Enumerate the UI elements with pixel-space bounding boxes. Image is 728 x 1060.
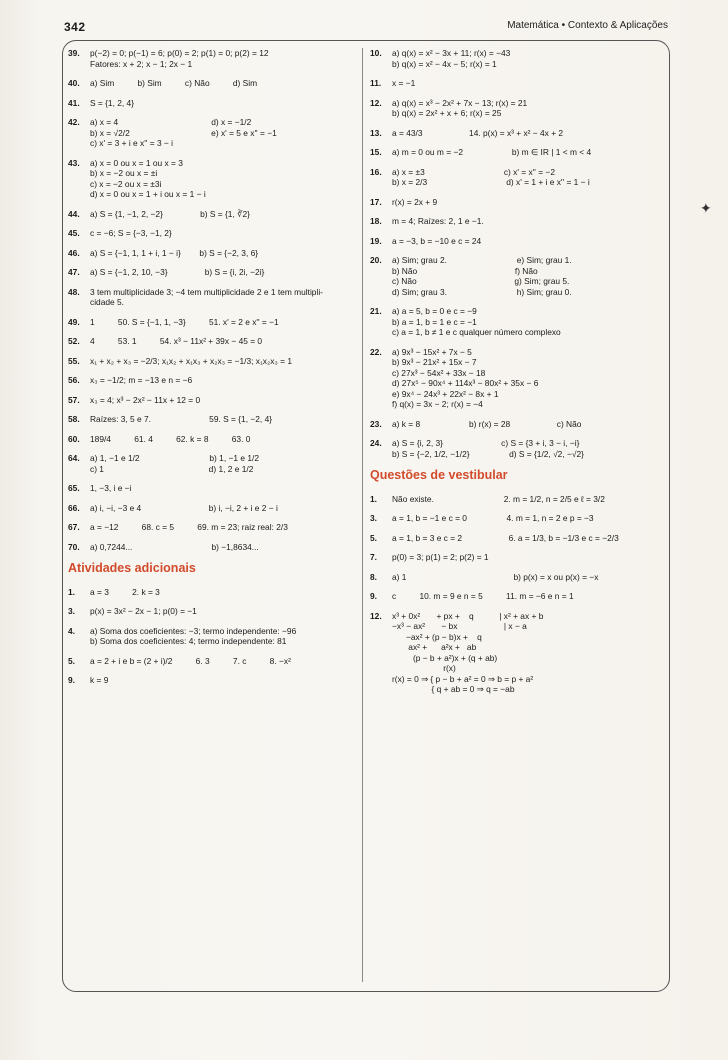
answer-line [68,434,356,445]
answer-text: a = 1, b = −1 e c = 0 4. m = 1, n = 2 e p = −3 [392,513,594,524]
answer-line [370,48,662,59]
answer-text: b) q(x) = x² − 4x − 5; r(x) = 1 [392,58,497,69]
answer-line [68,78,356,89]
answer-line [370,642,662,653]
column-divider [362,48,363,982]
answer-text: 3 tem multiplicidade 3; −4 tem multiplicidade 2 e 1 tem multipli- [90,286,323,297]
answer-line [68,287,356,298]
answer-line [370,513,662,524]
item-number: 40. [68,78,80,88]
answer-text: Raízes: 3, 5 e 7. 59. S = {1, −2, 4} [90,414,273,424]
answer-text: a) x = ±3 c) x' = x'' = −2 [392,166,555,177]
atividades-adicionais-heading: Atividades adicionais [68,561,196,575]
item-number: 19. [370,235,382,246]
answer-text: a) k = 8 b) r(x) = 28 c) Não [392,418,582,429]
answer-line [68,138,356,149]
answer-line [68,336,356,347]
answer-line [68,414,356,425]
answer-line [68,542,356,553]
answer-text: a) 1, −1 e 1/2 b) 1, −1 e 1/2 [90,453,259,463]
answer-text: d) 27x⁵ − 90x⁴ + 114x³ − 80x² + 35x − 6 [392,378,539,388]
answer-line [370,347,662,358]
answer-text: a = 43/3 14. p(x) = x³ + x² − 4x + 2 [392,127,564,138]
answer-line [68,656,356,667]
answer-line [68,158,356,169]
item-number: 58. [68,414,80,424]
item-number: 56. [68,375,80,385]
item-number: 22. [370,346,382,357]
answer-item [68,98,356,109]
answer-item [68,675,356,686]
answer-item [68,483,356,494]
item-number: 3. [370,513,377,524]
item-number: 20. [370,255,382,265]
answer-line [68,228,356,239]
item-number: 4. [68,625,75,636]
answer-text: m = 4; Raízes: 2, 1 e −1. [392,216,484,226]
answer-item [68,48,356,69]
answer-item [370,438,662,459]
answer-line [68,503,356,514]
answer-text: d) x = 0 ou x = 1 + i ou x = 1 − i [90,189,206,199]
answer-line [370,78,662,89]
answer-line [370,108,662,119]
answer-item [370,591,662,602]
answer-text: x = −1 [392,78,416,88]
answer-item [68,336,356,347]
answer-line [370,216,662,227]
answer-line [370,327,662,338]
answer-text: a) S = {1, −1, 2, −2} b) S = {1, ∛2} [90,208,250,219]
answer-line [68,522,356,533]
answer-text: p(−2) = 0; p(−1) = 6; p(0) = 2; p(1) = 0; p(2) = 12 [90,48,269,58]
answer-text: r(x) = 2x + 9 [392,196,438,207]
answer-text: a) q(x) = x³ − 2x² + 7x − 13; r(x) = 21 [392,97,528,108]
answer-text: a) x = 0 ou x = 1 ou x = 3 [90,157,183,168]
item-number: 18. [370,216,382,226]
answer-text: k = 9 [90,675,109,686]
answer-line [370,399,662,410]
answer-text: 189/4 61. 4 62. k = 8 63. 0 [90,433,251,444]
answer-item [370,347,662,410]
answer-text: p(0) = 3; p(1) = 2; p(2) = 1 [392,552,489,563]
item-number: 7. [370,552,377,563]
answer-line [68,453,356,464]
answer-text: a) S = {−1, 1, 1 + i, 1 − i} b) S = {−2, 3, 6} [90,247,259,258]
answer-item [68,317,356,328]
answer-text: a = −12 68. c = 5 69. m = 23; raiz real: 2/3 [90,522,288,532]
answer-text: b) 9x³ − 21x² + 15x − 7 [392,357,477,367]
item-number: 65. [68,483,80,493]
answer-text: b) S = {−2, 1/2, −1/2} d) S = {1/2, √2, −√2} [392,448,584,459]
item-number: 10. [370,48,382,58]
answer-line [68,356,356,367]
margin-mark: ✦ [700,200,712,216]
answer-text: 4 53. 1 54. x³ − 11x² + 39x − 45 = 0 [90,336,263,346]
answer-line [370,533,662,544]
answer-line [370,632,662,643]
answer-text: a) Soma dos coeficientes: −3; termo independente: −96 [90,625,297,636]
answer-text: a) x = 4 d) x = −1/2 [90,117,252,127]
item-number: 67. [68,522,80,532]
item-number: 57. [68,394,80,405]
item-number: 46. [68,247,80,258]
answer-item [370,98,662,119]
answer-text: p(x) = 3x² − 2x − 1; p(0) = −1 [90,606,197,617]
answer-line [68,375,356,386]
answer-line [370,419,662,430]
answer-item [68,78,356,89]
answer-item [68,287,356,308]
answer-text: a) a = 5, b = 0 e c = −9 [392,306,477,316]
answer-item [68,117,356,149]
answer-text: c = −6; S = {−3, −1, 2} [90,228,172,238]
item-number: 1. [370,493,377,504]
answer-line [370,197,662,208]
page-number: 342 [64,20,86,34]
answer-text: c) x' = 3 + i e x'' = 3 − i [90,138,174,148]
item-number: 9. [68,675,75,686]
answer-item [370,128,662,139]
answer-line [68,636,356,647]
answer-line [68,59,356,70]
answer-line [68,587,356,598]
answer-item [370,533,662,544]
answer-text: a) m = 0 ou m = −2 b) m ∈ IR | 1 < m < 4 [392,147,592,157]
answer-text: a) i, −i, −3 e 4 b) i, −i, 2 + i e 2 − i [90,502,278,513]
item-number: 11. [370,78,382,88]
answer-item [68,248,356,259]
answer-item [68,228,356,239]
item-number: 41. [68,97,80,108]
answer-item [68,522,356,533]
item-number: 16. [370,166,382,177]
answer-line [68,189,356,200]
answer-text: S = {1, 2, 4} [90,97,135,108]
answer-line [68,117,356,128]
answer-text: b) a = 1, b = 1 e c = −1 [392,316,477,327]
answer-item [68,158,356,200]
answer-line [370,572,662,583]
answer-text: a) Sim; grau 2. e) Sim; grau 1. [392,255,572,265]
answer-text: b) Soma dos coeficientes: 4; termo independente: 81 [90,636,287,647]
answer-text: c) 27x³ − 54x² + 33x − 18 [392,367,486,378]
answer-text: a = 3 2. k = 3 [90,586,160,597]
item-number: 45. [68,228,80,238]
answer-line [68,606,356,617]
answer-item [370,216,662,227]
item-number: 42. [68,117,80,127]
answer-item [68,414,356,425]
item-number: 12. [370,97,382,108]
answer-text: a) 1 b) p(x) = x ou p(x) = −x [392,571,599,582]
answer-line [370,653,662,664]
answer-text: −ax² + (p − b)x + q [392,631,482,642]
answer-text: ax² + a²x + ab [392,642,477,653]
answer-line [370,438,662,449]
answer-text: x³ + 0x² + px + q | x² + ax + b [392,610,544,621]
answer-line [370,255,662,266]
item-number: 24. [370,438,382,448]
answer-item [68,453,356,474]
answer-text: a) 0,7244... b) −1,8634... [90,541,259,552]
answer-line [68,626,356,637]
answer-line [68,464,356,475]
answer-line [68,128,356,139]
answer-item [68,656,356,667]
answer-item [68,267,356,278]
answer-item [68,503,356,514]
answer-item [370,78,662,89]
answer-line [370,494,662,505]
answer-item [68,542,356,553]
answer-line [370,128,662,139]
answer-line [68,209,356,220]
answer-text: a = 2 + i e b = (2 + i)/2 6. 3 7. c 8. −x² [90,655,291,666]
answer-item [370,197,662,208]
answer-line [370,147,662,158]
answer-item [68,356,356,367]
answer-text: 1, −3, i e −i [90,483,132,493]
answer-line [370,177,662,188]
answer-line [370,378,662,389]
answer-item [68,434,356,445]
answer-line [370,59,662,70]
item-number: 13. [370,127,382,138]
answer-item [68,626,356,647]
answer-text: a) S = {i, 2, 3} c) S = {3 + i, 3 − i, −i} [392,438,580,448]
answer-item [370,552,662,563]
answer-item [68,395,356,406]
answer-line [68,98,356,109]
answer-item [370,419,662,430]
answer-text: a) q(x) = x² − 3x + 11; r(x) = −43 [392,48,511,58]
answer-item [68,606,356,617]
answer-text: a = 1, b = 3 e c = 2 6. a = 1/3, b = −1/3 e c = −2/3 [392,532,619,543]
answer-line [68,675,356,686]
answer-text: x₃ = 4; x³ − 2x² − 11x + 12 = 0 [90,394,201,405]
left-column [68,48,356,695]
answer-item [370,572,662,583]
answer-line [68,168,356,179]
answer-line [370,449,662,460]
answer-text: d) Sim; grau 3. h) Sim; grau 0. [392,286,572,297]
answer-item [370,147,662,158]
item-number: 23. [370,418,382,429]
answer-line [370,591,662,602]
item-number: 43. [68,157,80,168]
item-number: 12. [370,610,382,621]
answer-item [370,513,662,524]
answer-text: c 10. m = 9 e n = 5 11. m = −6 e n = 1 [392,591,574,602]
item-number: 17. [370,196,382,207]
answer-line [68,317,356,328]
answer-text: r(x) = 0 ⇒ { p − b + a² = 0 ⇒ b = p + a² [392,673,534,684]
answer-item [370,611,662,695]
answer-item [370,48,662,69]
answer-item [370,167,662,188]
answer-text: c) 1 d) 1, 2 e 1/2 [90,463,254,474]
item-number: 9. [370,591,377,602]
item-number: 1. [68,586,75,597]
answer-text: b) q(x) = 2x² + x + 6; r(x) = 25 [392,108,502,118]
answer-line [370,236,662,247]
answer-text: b) x = −2 ou x = ±i [90,168,158,178]
answer-text: Fatores: x + 2; x − 1; 2x − 1 [90,58,193,69]
answer-line [370,611,662,622]
answer-text: (p − b + a²)x + (q + ab) [392,652,498,663]
item-number: 48. [68,286,80,297]
item-number: 39. [68,48,80,58]
item-number: 49. [68,316,80,327]
answer-text: a) Sim b) Sim c) Não d) Sim [90,78,258,88]
answer-line [68,267,356,278]
answer-item [370,236,662,247]
answer-line [370,317,662,328]
answer-line [68,483,356,494]
answer-text: −x³ − ax² − bx | x − a [392,621,527,632]
item-number: 70. [68,541,80,552]
item-number: 44. [68,208,80,219]
answer-text: a = −3, b = −10 e c = 24 [392,235,482,246]
answer-text: x₁ + x₂ + x₃ = −2/3; x₁x₂ + x₁x₃ + x₂x₃ = −1/3; x₁x₂x₃ = 1 [90,355,293,366]
answer-text: cidade 5. [90,297,124,307]
answer-text: b) Não f) Não [392,265,538,276]
answer-line [370,621,662,632]
item-number: 15. [370,147,382,157]
answer-line [370,357,662,368]
answer-text: c) x = −2 ou x = ±3i [90,178,162,189]
item-number: 55. [68,355,80,366]
answer-text: { q + ab = 0 ⇒ q = −ab [392,684,515,695]
item-number: 5. [370,532,377,543]
answer-line [68,297,356,308]
answer-line [370,98,662,109]
answer-text: r(x) [392,663,456,674]
answer-line [68,48,356,59]
answer-item [68,375,356,386]
item-number: 5. [68,655,75,666]
answer-text: b) x = 2/3 d) x' = 1 + i e x'' = 1 − i [392,177,590,187]
answer-text: x₃ = −1/2; m = −13 e n = −6 [90,375,193,385]
answer-item [68,587,356,598]
answer-text: a) S = {−1, 2, 10, −3} b) S = {i, 2i, −2i} [90,267,265,277]
answer-item [68,209,356,220]
right-column [370,48,662,704]
item-number: 60. [68,433,80,444]
answer-text: b) x = √2/2 e) x' = 5 e x'' = −1 [90,127,277,138]
item-number: 47. [68,267,80,277]
item-number: 52. [68,336,80,346]
answer-text: c) Não g) Sim; grau 5. [392,276,570,286]
answer-line [370,287,662,298]
answer-line [370,266,662,277]
answer-text: a) 9x³ − 15x² + 7x − 5 [392,346,472,357]
questoes-vestibular-heading: Questões de vestibular [370,468,508,482]
answer-line [68,395,356,406]
item-number: 64. [68,453,80,463]
answer-line [370,306,662,317]
answer-line [370,674,662,685]
answer-line [370,167,662,178]
answer-item [370,494,662,505]
answer-line [370,552,662,563]
answer-line [370,684,662,695]
answer-line [370,276,662,287]
answer-text: Não existe. 2. m = 1/2, n = 2/5 e ℓ = 3/2 [392,493,605,504]
answer-line [370,663,662,674]
answer-text: f) q(x) = 3x − 2; r(x) = −4 [392,399,483,409]
answer-line [370,389,662,400]
answer-line [370,368,662,379]
answer-item [370,255,662,297]
answer-item [370,306,662,338]
answer-line [68,179,356,190]
item-number: 8. [370,571,377,582]
answer-text: e) 9x⁴ − 24x³ + 22x² − 8x + 1 [392,388,499,399]
item-number: 21. [370,306,382,316]
item-number: 66. [68,502,80,513]
answer-text: 1 50. S = {−1, 1, −3} 51. x' = 2 e x'' = −1 [90,316,279,327]
answer-line [68,248,356,259]
answer-text: c) a = 1, b ≠ 1 e c qualquer número complexo [392,327,561,337]
item-number: 3. [68,606,75,617]
running-head: Matemática • Contexto & Aplicações [507,20,668,31]
